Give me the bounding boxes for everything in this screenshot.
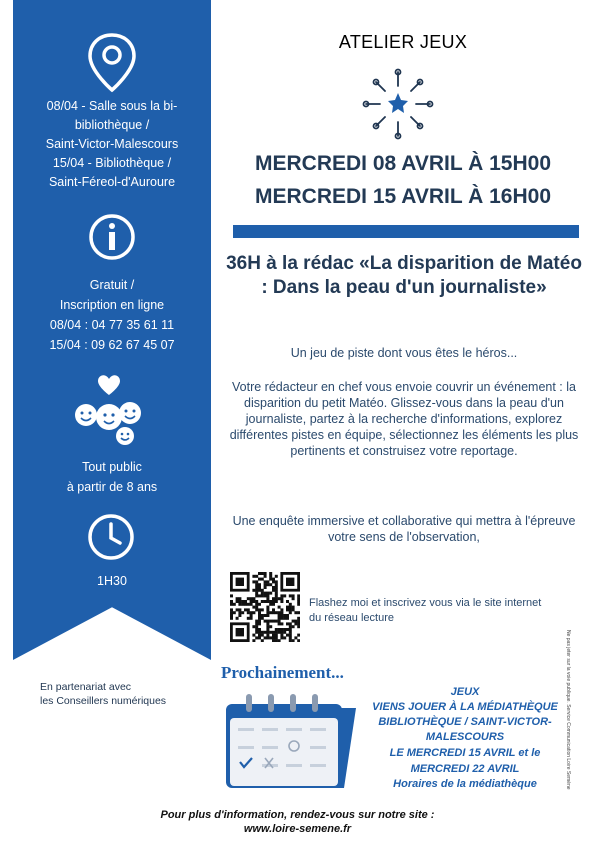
clock-icon [86, 512, 136, 562]
intro-text: Un jeu de piste dont vous êtes le héros... [290, 346, 518, 360]
page-title: ATELIER JEUX [338, 32, 468, 52]
location-line: 15/04 - Bibliothèque / [52, 156, 172, 170]
location-line: Saint-Victor-Malescours [45, 137, 179, 151]
footer-info: Pour plus d'information, rendez-vous sur notre site : [160, 809, 435, 821]
sidebar-duration: 1H30 [97, 574, 127, 588]
info-line: 15/04 : 09 62 67 45 07 [49, 338, 175, 352]
divider-bar [233, 225, 579, 238]
sidebar-location [13, 97, 211, 192]
audience-line: Tout public [82, 460, 142, 474]
upcoming-line: BIBLIOTHÈQUE / SAINT-VICTOR- [378, 716, 552, 728]
location-line: 08/04 - Salle sous la bi- [46, 99, 178, 113]
partner-text [40, 680, 220, 708]
upcoming-line: Horaires de la médiathèque [393, 778, 537, 790]
sidebar-info [13, 275, 211, 355]
location-pin-icon [86, 32, 138, 94]
closing-text: Une enquête immersive et collaborative qui mettra à l'épreuve votre sens de l'observation, [232, 514, 576, 544]
qr-caption: Flashez moi et inscrivez vous via le site internet du réseau lecture [309, 597, 542, 624]
partner-line: En partenariat avec [40, 681, 132, 693]
upcoming-line: MERCREDI 22 AVRIL [410, 763, 520, 775]
sidebar-audience [13, 457, 211, 497]
upcoming-line: LE MERCREDI 15 AVRIL et le [389, 747, 541, 759]
location-line: bibliothèque / [74, 118, 150, 132]
calendar-icon [220, 688, 360, 796]
info-line: 08/04 : 04 77 35 61 11 [49, 318, 175, 332]
legal-note: Ne pas jeter sur la voie publique. Service Communication Loire Semène [565, 630, 571, 790]
partner-line: les Conseillers numériques [40, 695, 167, 707]
upcoming-line: JEUX [450, 686, 480, 698]
upcoming-line: VIENS JOUER À LA MÉDIATHÈQUE [372, 701, 558, 713]
date-line: MERCREDI 15 AVRIL À 16H00 [254, 185, 552, 208]
info-line: Inscription en ligne [59, 298, 165, 312]
event-headline: 36H à la rédac «La disparition de Matéo : Dans la peau d'un journaliste» [226, 253, 582, 298]
footer-website[interactable]: www.loire-semene.fr [243, 823, 352, 835]
qr-code[interactable] [230, 572, 300, 642]
public-audience-icon [72, 373, 152, 449]
sparkle-star-icon [362, 68, 434, 140]
date-line: MERCREDI 08 AVRIL À 15H00 [254, 152, 552, 175]
info-line: Gratuit / [89, 278, 135, 292]
upcoming-heading: Prochainement... [221, 663, 344, 682]
location-line: Saint-Féreol-d'Auroure [48, 175, 176, 189]
upcoming-line: MALESCOURS [425, 731, 505, 743]
description-text: Votre rédacteur en chef vous envoie couvrir un événement : la disparition du petit Matéo. Glissez-vous dans la peau d'un journaliste, partez à la recherche d'informations, explorez différentes pistes en équipe, sélectionnez les éléments les plus pertinents et construisez votre reportage. [229, 380, 579, 458]
info-icon [88, 213, 136, 261]
audience-line: à partir de 8 ans [66, 480, 158, 494]
